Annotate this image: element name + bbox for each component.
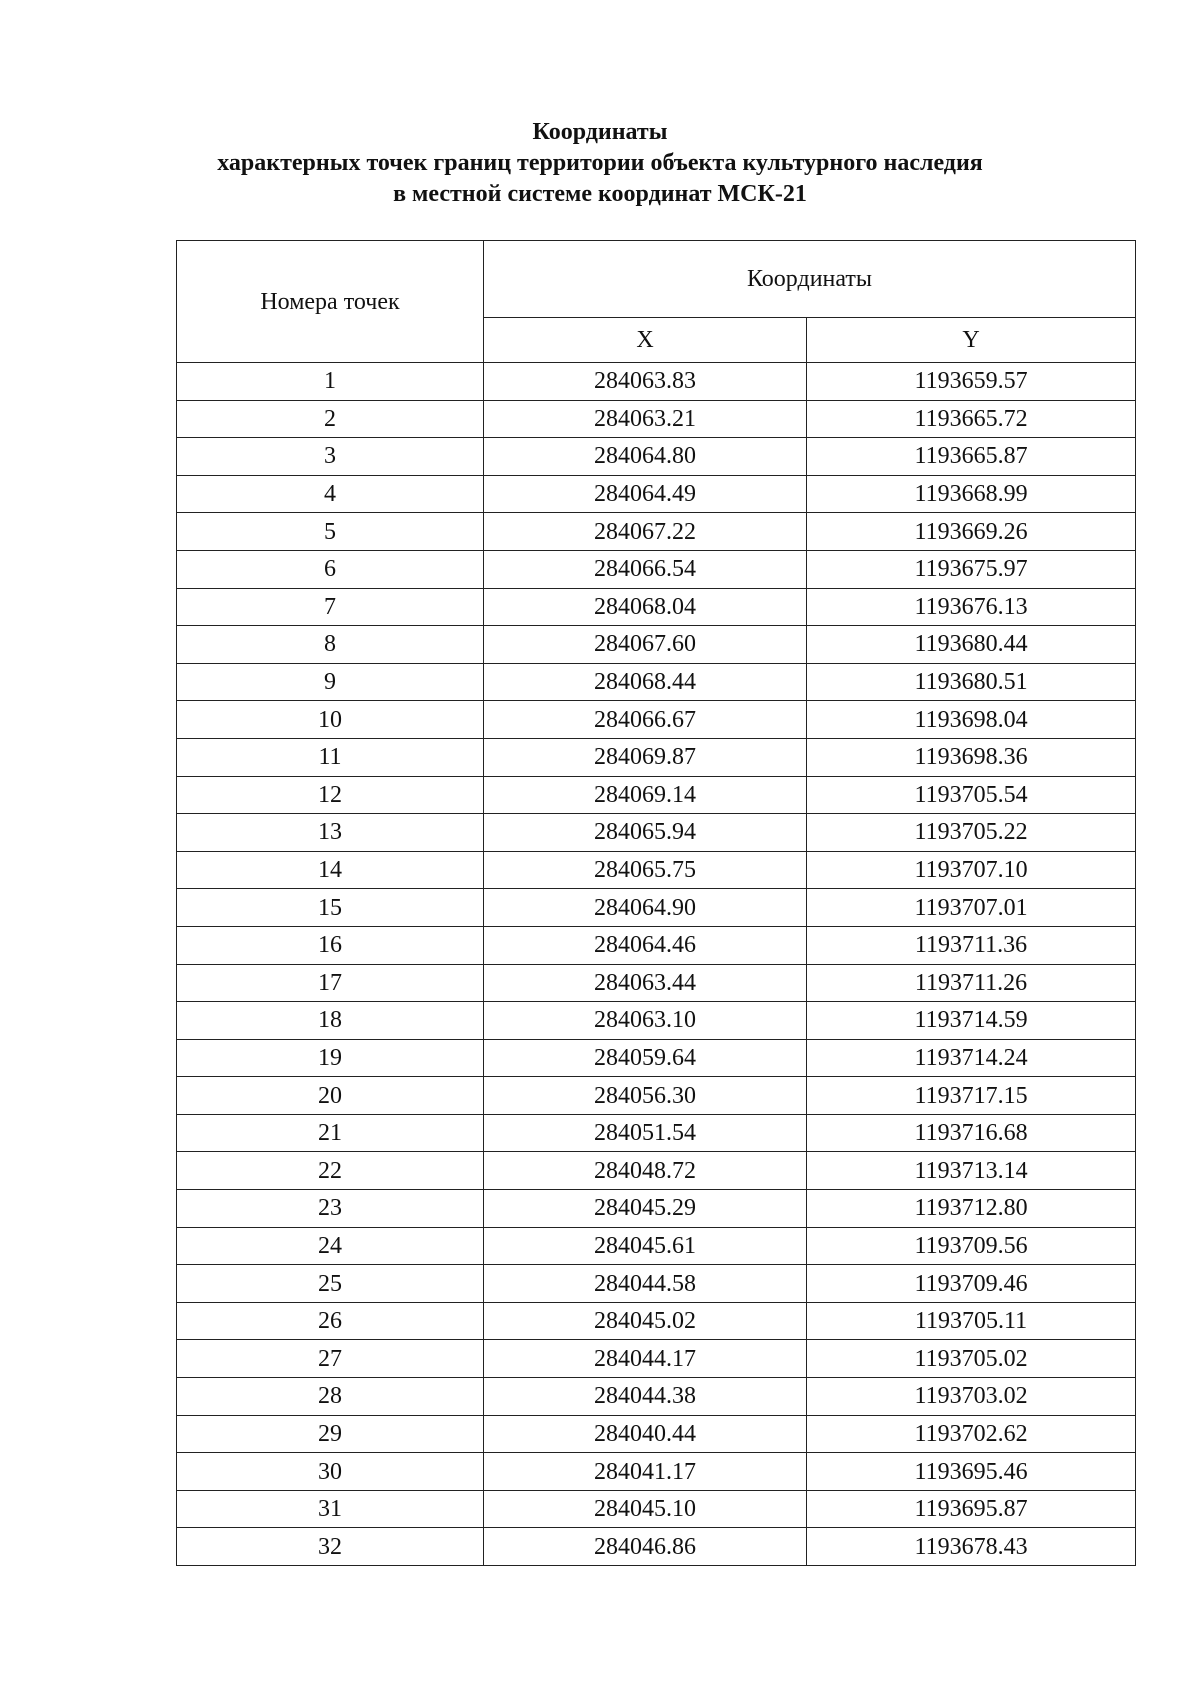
y-coordinate-cell: 1193707.10 bbox=[807, 851, 1136, 889]
table-row bbox=[177, 1077, 1136, 1115]
table-row bbox=[177, 1490, 1136, 1528]
x-coordinate-cell: 284059.64 bbox=[484, 1039, 807, 1077]
title-line-2: характерных точек границ территории объекта культурного наследия bbox=[217, 150, 983, 176]
x-coordinate-cell: 284065.75 bbox=[484, 851, 807, 889]
x-coordinate-cell: 284051.54 bbox=[484, 1114, 807, 1152]
x-coordinate-cell: 284068.04 bbox=[484, 588, 807, 626]
y-coordinate-cell: 1193705.22 bbox=[807, 814, 1136, 852]
table-row bbox=[177, 513, 1136, 551]
y-coordinate-cell: 1193703.02 bbox=[807, 1378, 1136, 1416]
y-coordinate-cell: 1193669.26 bbox=[807, 513, 1136, 551]
header-coordinates: Координаты bbox=[484, 241, 1136, 318]
table-row bbox=[177, 1378, 1136, 1416]
y-coordinate-cell: 1193709.46 bbox=[807, 1265, 1136, 1303]
y-coordinate-cell: 1193665.87 bbox=[807, 438, 1136, 476]
table-row bbox=[177, 889, 1136, 927]
point-number-cell: 3 bbox=[177, 438, 484, 476]
x-coordinate-cell: 284069.87 bbox=[484, 738, 807, 776]
coordinates-table bbox=[176, 240, 1136, 1566]
table-row bbox=[177, 1340, 1136, 1378]
point-number-cell: 27 bbox=[177, 1340, 484, 1378]
y-coordinate-cell: 1193695.46 bbox=[807, 1453, 1136, 1491]
table-row bbox=[177, 550, 1136, 588]
x-coordinate-cell: 284063.21 bbox=[484, 400, 807, 438]
x-coordinate-cell: 284066.54 bbox=[484, 550, 807, 588]
point-number-cell: 2 bbox=[177, 400, 484, 438]
point-number-cell: 20 bbox=[177, 1077, 484, 1115]
point-number-cell: 10 bbox=[177, 701, 484, 739]
x-coordinate-cell: 284041.17 bbox=[484, 1453, 807, 1491]
point-number-cell: 22 bbox=[177, 1152, 484, 1190]
y-coordinate-cell: 1193705.02 bbox=[807, 1340, 1136, 1378]
table-row bbox=[177, 1039, 1136, 1077]
y-coordinate-cell: 1193713.14 bbox=[807, 1152, 1136, 1190]
table-row bbox=[177, 363, 1136, 401]
x-coordinate-cell: 284063.83 bbox=[484, 363, 807, 401]
point-number-cell: 29 bbox=[177, 1415, 484, 1453]
table-row bbox=[177, 1528, 1136, 1566]
y-coordinate-cell: 1193676.13 bbox=[807, 588, 1136, 626]
table-row bbox=[177, 1152, 1136, 1190]
point-number-cell: 26 bbox=[177, 1302, 484, 1340]
table-row bbox=[177, 964, 1136, 1002]
point-number-cell: 16 bbox=[177, 926, 484, 964]
point-number-cell: 30 bbox=[177, 1453, 484, 1491]
x-coordinate-cell: 284045.10 bbox=[484, 1490, 807, 1528]
point-number-cell: 17 bbox=[177, 964, 484, 1002]
point-number-cell: 18 bbox=[177, 1002, 484, 1040]
table-row bbox=[177, 1415, 1136, 1453]
y-coordinate-cell: 1193714.24 bbox=[807, 1039, 1136, 1077]
point-number-cell: 13 bbox=[177, 814, 484, 852]
point-number-cell: 5 bbox=[177, 513, 484, 551]
point-number-cell: 25 bbox=[177, 1265, 484, 1303]
table-row bbox=[177, 663, 1136, 701]
table-row bbox=[177, 701, 1136, 739]
x-coordinate-cell: 284064.80 bbox=[484, 438, 807, 476]
point-number-cell: 15 bbox=[177, 889, 484, 927]
point-number-cell: 1 bbox=[177, 363, 484, 401]
x-coordinate-cell: 284044.58 bbox=[484, 1265, 807, 1303]
table-row bbox=[177, 588, 1136, 626]
table-row bbox=[177, 1453, 1136, 1491]
table-row bbox=[177, 400, 1136, 438]
table-row bbox=[177, 475, 1136, 513]
table-row bbox=[177, 851, 1136, 889]
y-coordinate-cell: 1193680.44 bbox=[807, 626, 1136, 664]
table-row bbox=[177, 1114, 1136, 1152]
point-number-cell: 9 bbox=[177, 663, 484, 701]
x-coordinate-cell: 284044.17 bbox=[484, 1340, 807, 1378]
y-coordinate-cell: 1193714.59 bbox=[807, 1002, 1136, 1040]
table-header-row bbox=[177, 241, 1136, 318]
y-coordinate-cell: 1193705.54 bbox=[807, 776, 1136, 814]
header-y: Y bbox=[807, 318, 1136, 363]
y-coordinate-cell: 1193705.11 bbox=[807, 1302, 1136, 1340]
point-number-cell: 8 bbox=[177, 626, 484, 664]
table-row bbox=[177, 1190, 1136, 1228]
table-row bbox=[177, 926, 1136, 964]
y-coordinate-cell: 1193717.15 bbox=[807, 1077, 1136, 1115]
point-number-cell: 7 bbox=[177, 588, 484, 626]
x-coordinate-cell: 284063.44 bbox=[484, 964, 807, 1002]
point-number-cell: 11 bbox=[177, 738, 484, 776]
table-row bbox=[177, 814, 1136, 852]
title-line-1: Координаты bbox=[532, 119, 668, 145]
y-coordinate-cell: 1193675.97 bbox=[807, 550, 1136, 588]
title-line-3: в местной системе координат МСК-21 bbox=[393, 181, 807, 207]
x-coordinate-cell: 284064.90 bbox=[484, 889, 807, 927]
x-coordinate-cell: 284069.14 bbox=[484, 776, 807, 814]
x-coordinate-cell: 284056.30 bbox=[484, 1077, 807, 1115]
x-coordinate-cell: 284066.67 bbox=[484, 701, 807, 739]
y-coordinate-cell: 1193698.04 bbox=[807, 701, 1136, 739]
point-number-cell: 28 bbox=[177, 1378, 484, 1416]
table-row bbox=[177, 1265, 1136, 1303]
x-coordinate-cell: 284064.49 bbox=[484, 475, 807, 513]
point-number-cell: 19 bbox=[177, 1039, 484, 1077]
point-number-cell: 14 bbox=[177, 851, 484, 889]
point-number-cell: 23 bbox=[177, 1190, 484, 1228]
header-x: X bbox=[484, 318, 807, 363]
x-coordinate-cell: 284068.44 bbox=[484, 663, 807, 701]
x-coordinate-cell: 284065.94 bbox=[484, 814, 807, 852]
x-coordinate-cell: 284046.86 bbox=[484, 1528, 807, 1566]
y-coordinate-cell: 1193680.51 bbox=[807, 663, 1136, 701]
y-coordinate-cell: 1193716.68 bbox=[807, 1114, 1136, 1152]
x-coordinate-cell: 284064.46 bbox=[484, 926, 807, 964]
x-coordinate-cell: 284045.29 bbox=[484, 1190, 807, 1228]
x-coordinate-cell: 284063.10 bbox=[484, 1002, 807, 1040]
document-title bbox=[0, 117, 1200, 210]
y-coordinate-cell: 1193712.80 bbox=[807, 1190, 1136, 1228]
x-coordinate-cell: 284067.22 bbox=[484, 513, 807, 551]
table-body bbox=[177, 363, 1136, 1566]
table-row bbox=[177, 1227, 1136, 1265]
x-coordinate-cell: 284067.60 bbox=[484, 626, 807, 664]
y-coordinate-cell: 1193659.57 bbox=[807, 363, 1136, 401]
point-number-cell: 6 bbox=[177, 550, 484, 588]
y-coordinate-cell: 1193668.99 bbox=[807, 475, 1136, 513]
y-coordinate-cell: 1193665.72 bbox=[807, 400, 1136, 438]
y-coordinate-cell: 1193678.43 bbox=[807, 1528, 1136, 1566]
y-coordinate-cell: 1193709.56 bbox=[807, 1227, 1136, 1265]
table-row bbox=[177, 1002, 1136, 1040]
x-coordinate-cell: 284048.72 bbox=[484, 1152, 807, 1190]
y-coordinate-cell: 1193698.36 bbox=[807, 738, 1136, 776]
point-number-cell: 12 bbox=[177, 776, 484, 814]
x-coordinate-cell: 284040.44 bbox=[484, 1415, 807, 1453]
y-coordinate-cell: 1193702.62 bbox=[807, 1415, 1136, 1453]
x-coordinate-cell: 284045.61 bbox=[484, 1227, 807, 1265]
x-coordinate-cell: 284044.38 bbox=[484, 1378, 807, 1416]
x-coordinate-cell: 284045.02 bbox=[484, 1302, 807, 1340]
point-number-cell: 31 bbox=[177, 1490, 484, 1528]
point-number-cell: 4 bbox=[177, 475, 484, 513]
point-number-cell: 24 bbox=[177, 1227, 484, 1265]
table-row bbox=[177, 1302, 1136, 1340]
table-row bbox=[177, 776, 1136, 814]
table-row bbox=[177, 738, 1136, 776]
table-row bbox=[177, 626, 1136, 664]
y-coordinate-cell: 1193707.01 bbox=[807, 889, 1136, 927]
y-coordinate-cell: 1193695.87 bbox=[807, 1490, 1136, 1528]
table-row bbox=[177, 438, 1136, 476]
y-coordinate-cell: 1193711.26 bbox=[807, 964, 1136, 1002]
point-number-cell: 21 bbox=[177, 1114, 484, 1152]
y-coordinate-cell: 1193711.36 bbox=[807, 926, 1136, 964]
header-point-numbers: Номера точек bbox=[177, 241, 484, 363]
point-number-cell: 32 bbox=[177, 1528, 484, 1566]
